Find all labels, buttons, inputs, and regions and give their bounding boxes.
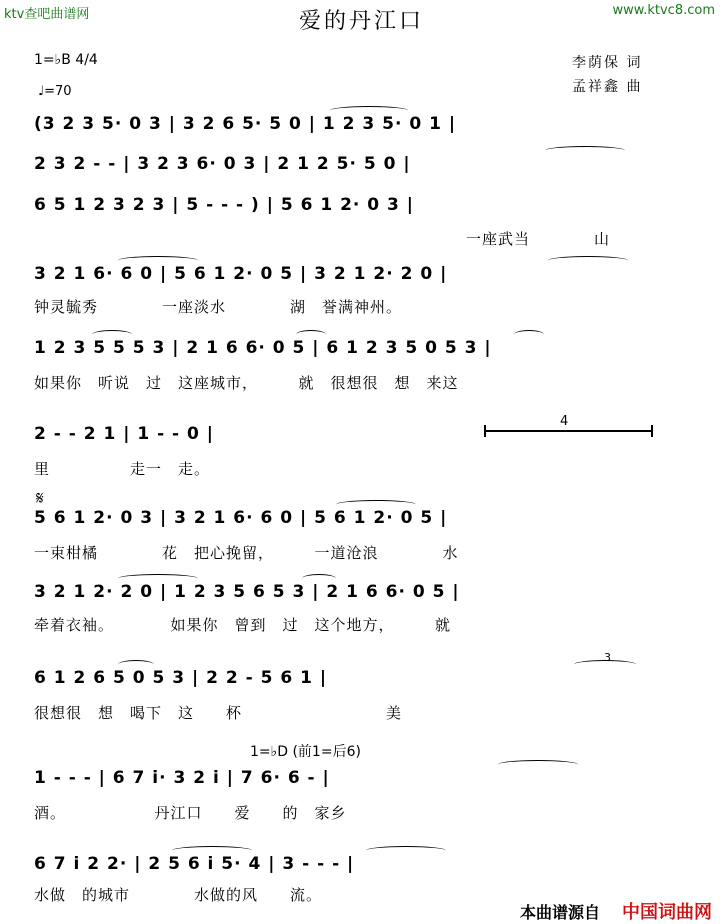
slur bbox=[118, 574, 198, 583]
slur bbox=[92, 330, 132, 339]
segno-sign: 𝄋 bbox=[36, 488, 44, 509]
slur bbox=[296, 330, 326, 339]
notes-row-9: 6 1 2 6 5 0 5 3 | 2 2 - 5 6 1 | bbox=[34, 668, 328, 688]
lyrics-row-6: 里 走一 走。 bbox=[34, 460, 211, 478]
score-row-11 bbox=[34, 854, 684, 876]
slur bbox=[498, 760, 578, 769]
notes-row-11: 6 7 i 2 2· | 2 5 6 i 5· 4 | 3 - - - | bbox=[34, 854, 355, 874]
lyricist-credit: 李荫保 词 bbox=[572, 55, 643, 71]
lyrics-row-9: 很想很 想 喝下 这 杯 美 bbox=[34, 704, 403, 722]
slur bbox=[172, 846, 252, 855]
slur bbox=[118, 256, 198, 265]
score-row-2 bbox=[34, 154, 684, 176]
lyrics-row-7: 一束柑橘 花 把心挽留， 一道沧浪 水 bbox=[34, 544, 459, 562]
score-row-5 bbox=[34, 338, 684, 360]
lyrics-row-8: 牵着衣袖。 如果你 曾到 过 这个地方， 就 bbox=[34, 616, 452, 634]
song-title: 爱的丹江口 bbox=[298, 9, 424, 34]
lyrics-row-5: 如果你 听说 过 这座城市， 就 很想很 想 来这 bbox=[34, 374, 459, 392]
notes-row-8: 3 2 1 2· 2 0 | 1 2 3 5 6 5 3 | 2 1 6 6· 0 5 | bbox=[34, 582, 460, 602]
source-label: 本曲谱源自 bbox=[520, 903, 601, 922]
source-site-link[interactable]: 中国词曲网 bbox=[622, 902, 712, 923]
notes-row-2: 2 3 2 - - | 3 2 3 6· 0 3 | 2 1 2 5· 5 0 | bbox=[34, 154, 411, 174]
slur bbox=[302, 574, 336, 583]
lyrics-row-10: 酒。 丹江口 爱 的 家乡 bbox=[34, 804, 347, 822]
score-row-4 bbox=[34, 264, 684, 286]
score-row-8 bbox=[34, 582, 684, 604]
notes-row-6: 2 - - 2 1 | 1 - - 0 | bbox=[34, 424, 214, 444]
repeat-count: 4 bbox=[560, 414, 569, 429]
notes-row-1: (3 2 3 5· 0 3 | 3 2 6 5· 5 0 | 1 2 3 5· 0 1 | bbox=[34, 114, 457, 134]
notes-row-4: 3 2 1 6· 6 0 | 5 6 1 2· 0 5 | 3 2 1 2· 2 0 | bbox=[34, 264, 448, 284]
triplet-mark: 3 bbox=[604, 651, 611, 664]
repeat-bracket-line bbox=[484, 430, 652, 432]
tempo-marking: ♩=70 bbox=[38, 84, 72, 99]
score-row-6 bbox=[34, 424, 684, 446]
lyrics-row-4: 钟灵毓秀 一座淡水 湖 誉满神州。 bbox=[34, 298, 403, 316]
score-row-7 bbox=[34, 508, 684, 530]
slur bbox=[330, 106, 408, 115]
slur bbox=[574, 660, 636, 669]
lyrics-row-11: 水做 的城市 水做的风 流。 bbox=[34, 886, 323, 904]
notes-row-7: 5 6 1 2· 0 3 | 3 2 1 6· 6 0 | 5 6 1 2· 0 5 | bbox=[34, 508, 448, 528]
notes-row-5: 1 2 3 5 5 5 3 | 2 1 6 6· 0 5 | 6 1 2 3 5 0 5 3 | bbox=[34, 338, 492, 358]
key-signature: 1=♭B 4/4 bbox=[34, 52, 98, 68]
slur bbox=[548, 256, 628, 265]
slur bbox=[545, 146, 625, 155]
score-row-1 bbox=[34, 114, 684, 136]
slur bbox=[366, 846, 446, 855]
notes-row-3: 6 5 1 2 3 2 3 | 5 - - - ) | 5 6 1 2· 0 3 | bbox=[34, 195, 414, 215]
watermark-top-left: ktv查吧曲谱网 bbox=[4, 7, 90, 22]
lyrics-row-3: 一座武当 山 bbox=[466, 230, 611, 248]
notes-row-10: 1 - - - | 6 7 i· 3 2 i | 7 6· 6 - | bbox=[34, 768, 330, 788]
slur bbox=[514, 330, 544, 339]
score-row-3 bbox=[34, 195, 684, 217]
score-row-9 bbox=[34, 668, 684, 690]
repeat-bracket-end bbox=[651, 425, 653, 437]
slur bbox=[118, 660, 154, 669]
watermark-top-right: www.ktvc8.com bbox=[612, 3, 715, 18]
key-change-marking: 1=♭D (前1=后6) bbox=[250, 744, 361, 760]
slur bbox=[336, 500, 416, 509]
score-row-10 bbox=[34, 768, 684, 790]
composer-credit: 孟祥鑫 曲 bbox=[572, 79, 643, 95]
